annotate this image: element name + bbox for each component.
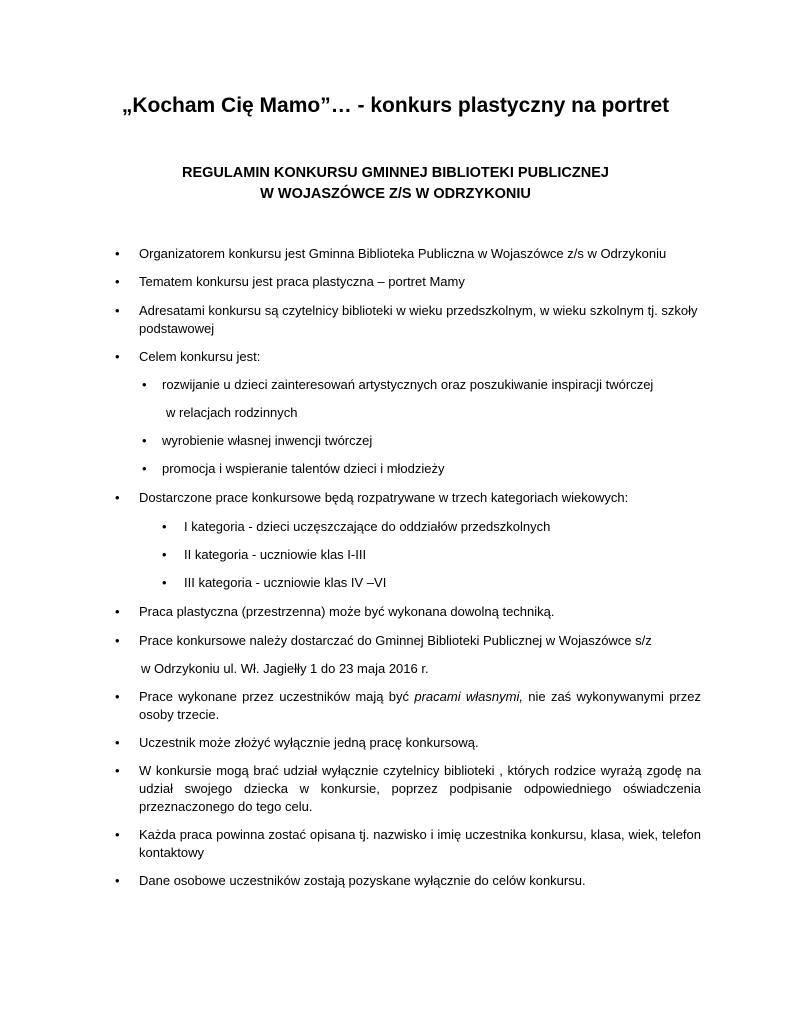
bullet-icon: • — [115, 827, 120, 842]
regulations-heading-line-1: REGULAMIN KONKURSU GMINNEJ BIBLIOTEKI PUBLICZNEJ — [182, 165, 609, 181]
bullet-icon: • — [115, 689, 120, 704]
rule-one-work: Uczestnik może złożyć wyłącznie jedną pracę konkursową. — [139, 735, 479, 750]
bullet-icon: • — [115, 490, 120, 505]
bullet-icon: • — [142, 433, 147, 448]
goal-item: wyrobienie własnej inwencji twórczej — [162, 433, 373, 448]
rule-audience: Adresatami konkursu są czytelnicy biblioteki w wieku przedszkolnym, w wieku szkolnym tj. szkoły podstawowej — [139, 303, 698, 336]
goal-item-continuation: w relacjach rodzinnych — [166, 405, 298, 420]
bullet-icon: • — [115, 349, 120, 364]
bullet-icon: • — [162, 519, 167, 534]
rule-technique: Praca plastyczna (przestrzenna) może być wykonana dowolną techniką. — [139, 604, 555, 619]
bullet-icon: • — [142, 377, 147, 392]
rule-goal-intro: Celem konkursu jest: — [139, 349, 261, 364]
rule-organizer: Organizatorem konkursu jest Gminna Biblioteka Publiczna w Wojaszówce z/s w Odrzykoniu — [139, 246, 667, 261]
bullet-icon: • — [115, 873, 120, 888]
regulations-heading-line-2: W WOJASZÓWCE Z/S W ODRZYKONIU — [260, 186, 531, 202]
bullet-icon: • — [162, 547, 167, 562]
rule-delivery: Prace konkursowe należy dostarczać do Gminnej Biblioteki Publicznej w Wojaszówce s/z — [139, 633, 652, 648]
rule-own-work-text: Prace wykonane przez uczestników mają być — [139, 689, 415, 704]
rule-description: Każda praca powinna zostać opisana tj. nazwisko i imię uczestnika konkursu, klasa, wiek, telefon kontaktowy — [139, 827, 701, 860]
bullet-icon: • — [115, 763, 120, 778]
document-title: „Kocham Cię Mamo”… - konkurs plastyczny na portret — [121, 94, 670, 117]
bullet-icon: • — [115, 274, 120, 289]
bullet-icon: • — [142, 461, 147, 476]
bullet-icon: • — [115, 604, 120, 619]
bullet-icon: • — [115, 303, 120, 318]
goal-item: rozwijanie u dzieci zainteresowań artystycznych oraz poszukiwanie inspiracji twórczej — [162, 377, 654, 392]
bullet-icon: • — [115, 246, 120, 261]
rule-own-work-text-end: nie zaś wykonywanymi przez osoby trzecie. — [139, 689, 701, 722]
rule-consent: W konkursie mogą brać udział wyłącznie czytelnicy biblioteki , których rodzice wyrażą zgodę na udział swojego dziecka w konkursie, poprzez podpisanie odpowiedniego oświadczenia przeznaczonego do tego celu. — [139, 763, 701, 814]
category-item: III kategoria - uczniowie klas IV –VI — [184, 575, 387, 590]
rule-categories-intro: Dostarczone prace konkursowe będą rozpatrywane w trzech kategoriach wiekowych: — [139, 490, 629, 505]
bullet-icon: • — [115, 735, 120, 750]
rule-delivery-continuation: w Odrzykoniu ul. Wł. Jagiełły 1 do 23 maja 2016 r. — [141, 661, 429, 676]
rule-own-work — [139, 688, 701, 724]
category-item: II kategoria - uczniowie klas I-III — [184, 547, 367, 562]
bullet-icon: • — [115, 633, 120, 648]
rule-own-work-emphasis: pracami własnymi, — [414, 689, 523, 704]
rule-personal-data: Dane osobowe uczestników zostają pozyskane wyłącznie do celów konkursu. — [139, 873, 586, 888]
bullet-icon: • — [162, 575, 167, 590]
goal-item: promocja i wspieranie talentów dzieci i młodzieży — [162, 461, 445, 476]
regulations-heading — [0, 163, 791, 205]
category-item: I kategoria - dzieci uczęszczające do oddziałów przedszkolnych — [184, 519, 551, 534]
rule-theme: Tematem konkursu jest praca plastyczna – portret Mamy — [139, 274, 465, 289]
